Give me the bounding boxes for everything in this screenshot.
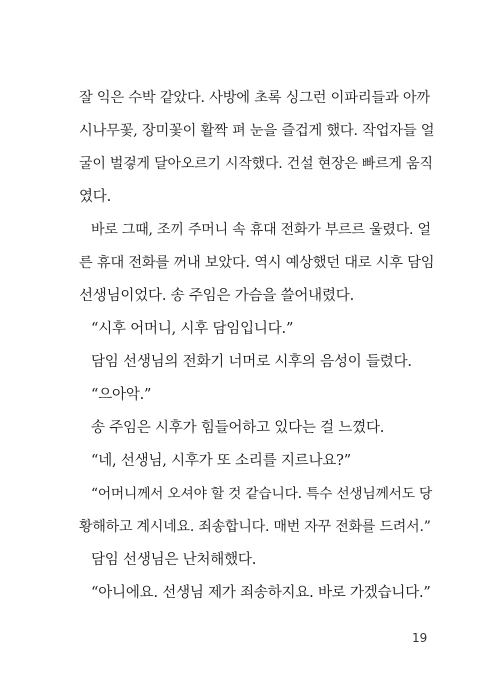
dialogue-line: “으아악.”	[91, 387, 152, 403]
body-text-line: 른 휴대 전화를 꺼내 보았다. 역시 예상했던 대로 시후 담임	[79, 255, 435, 271]
dialogue-line: “어머니께서 오셔야 할 것 같습니다. 특수 선생님께서도 당	[91, 486, 433, 502]
body-text-line: 잘 익은 수박 같았다. 사방에 초록 싱그런 이파리들과 아까	[79, 90, 430, 106]
body-text-line: 바로 그때, 조끼 주머니 속 휴대 전화가 부르르 울렸다. 얼	[91, 222, 431, 238]
dialogue-line: “시후 어머니, 시후 담임입니다.”	[91, 321, 294, 337]
page-number: 19	[412, 631, 428, 645]
body-text-line: 굴이 벌겋게 달아오르기 시작했다. 건설 현장은 빠르게 움직	[79, 156, 433, 172]
body-text-line: 시나무꽃, 장미꽃이 활짝 펴 눈을 즐겁게 했다. 작업자들 얼	[79, 123, 435, 139]
dialogue-line: 황해하고 계시네요. 죄송합니다. 매번 자꾸 전화를 드려서.”	[79, 519, 431, 535]
body-text-line: 담임 선생님은 난처해했다.	[91, 552, 257, 568]
body-text-line: 담임 선생님의 전화기 너머로 시후의 음성이 들렸다.	[91, 354, 412, 370]
dialogue-line: “아니에요. 선생님 제가 죄송하지요. 바로 가겠습니다.”	[91, 585, 431, 601]
body-text-line: 송 주임은 시후가 힘들어하고 있다는 걸 느꼈다.	[91, 420, 385, 436]
dialogue-line: “네, 선생님, 시후가 또 소리를 지르나요?”	[91, 453, 351, 469]
body-text-line: 선생님이었다. 송 주임은 가슴을 쓸어내렸다.	[79, 288, 354, 304]
body-text-line: 였다.	[79, 189, 112, 205]
